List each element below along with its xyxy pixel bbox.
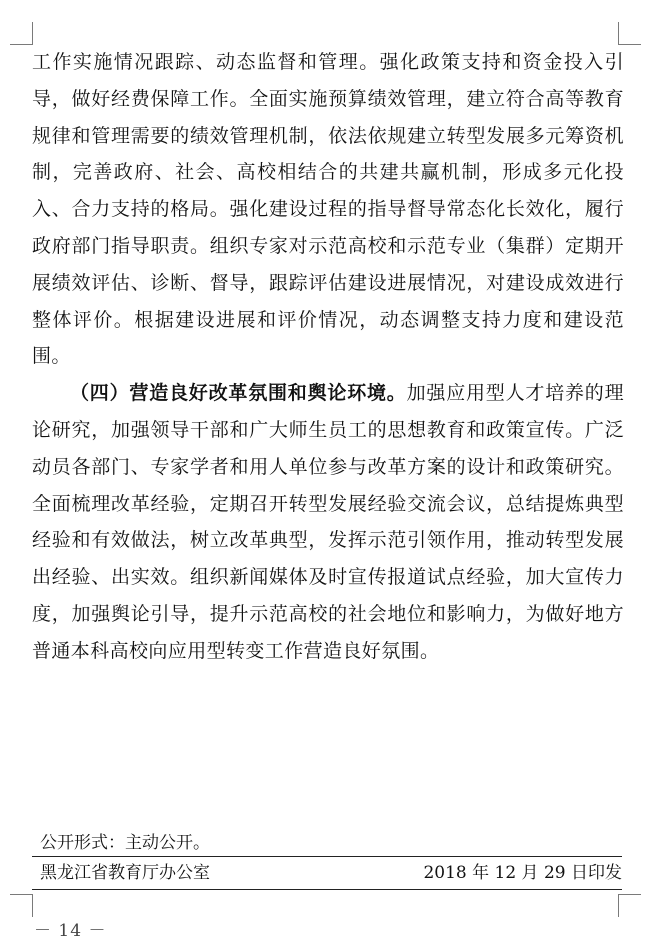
footer-rule-bottom [32, 889, 622, 890]
paragraph-section-four [32, 375, 624, 669]
paragraph-continued: 工作实施情况跟踪、动态监督和管理。强化政策支持和资金投入引导，做好经费保障工作。全面实施预算绩效管理，建立符合高等教育规律和管理需要的绩效管理机制，依法依规建立转型发展多元筹资机制，完善政府、社会、高校相结合的共建共赢机制，形成多元化投入、合力支持的格局。强化建设过程的指导督导常态化长效化，履行政府部门指导职责。组织专家对示范高校和示范专业（集群）定期开展绩效评估、诊断、督导，跟踪评估建设进展情况，对建设成效进行整体评价。根据建设进展和评价情况，动态调整支持力度和建设范围。 [32, 51, 624, 368]
issuer-name: 黑龙江省教育厅办公室 [40, 863, 210, 883]
section-heading: （四）营造良好改革氛围和舆论环境。 [70, 382, 407, 405]
footer-rule-top [32, 856, 622, 857]
crop-mark-bottom-right [618, 894, 641, 917]
issuer-line [32, 861, 622, 885]
document-body [32, 44, 624, 670]
crop-mark-top-right [618, 22, 641, 45]
issue-date: 2018 年 12 月 29 日印发 [423, 863, 622, 883]
crop-mark-top-left [10, 22, 33, 45]
section-text: 加强应用型人才培养的理论研究，加强领导干部和广大师生员工的思想教育和政策宣传。广泛动员各部门、专家学者和用人单位参与改革方案的设计和政策研究。全面梳理改革经验，定期召开转型发展经验交流会议，总结提炼典型经验和有效做法，树立改革典型，发挥示范引领作用，推动转型发展出经验、出实效。组织新闻媒体及时宣传报道试点经验，加大宣传力度，加强舆论引导，提升示范高校的社会地位和影响力，为做好地方普通本科高校向应用型转变工作营造良好氛围。 [32, 382, 624, 662]
page-number: － 14 － [34, 921, 107, 941]
disclosure-line: 公开形式：主动公开。 [40, 833, 210, 853]
crop-mark-bottom-left [10, 894, 33, 917]
